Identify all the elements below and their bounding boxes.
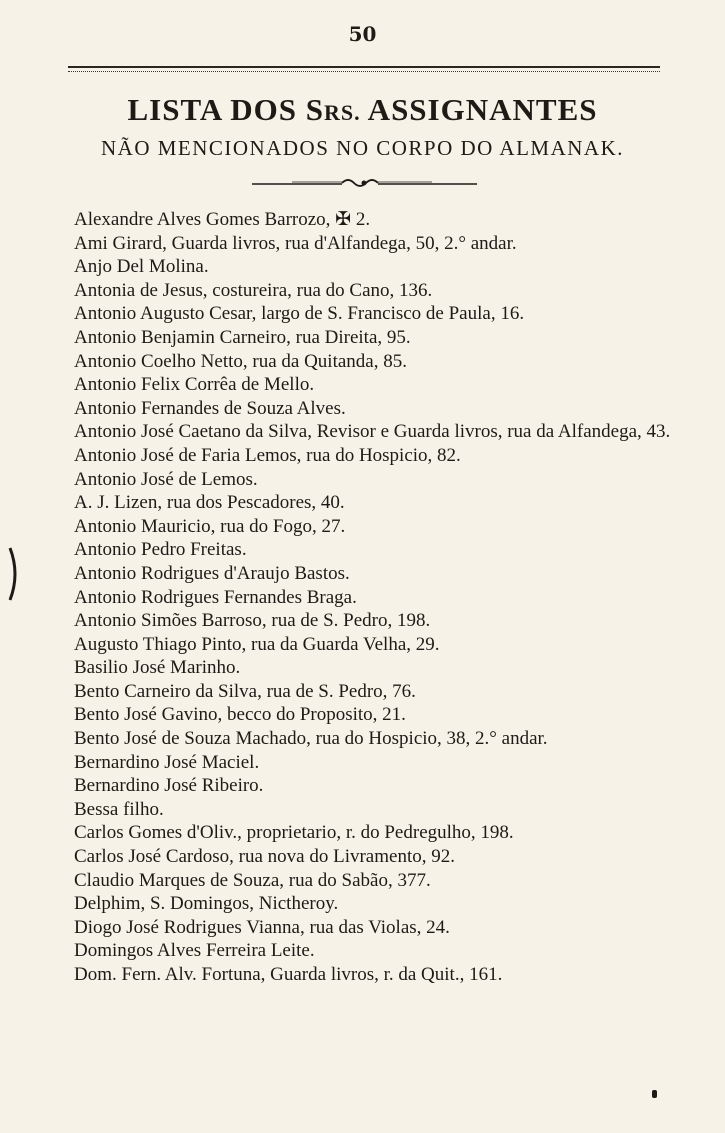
subscriber-entry: Antonio Rodrigues d'Araujo Bastos.: [74, 562, 350, 584]
header-rule-dotted: [68, 71, 660, 72]
list-subtitle: NÃO MENCIONADOS NO CORPO DO ALMANAK.: [100, 136, 625, 160]
subscriber-entry: Antonio José de Faria Lemos, rua do Hospicio, 82.: [74, 444, 461, 466]
subscriber-entry: Dom. Fern. Alv. Fortuna, Guarda livros, r. da Quit., 161.: [74, 964, 503, 985]
subscriber-entry: Antonio Simões Barroso, rua de S. Pedro, 198.: [74, 610, 431, 632]
subscriber-entry: A. J. Lizen, rua dos Pescadores, 40.: [74, 492, 345, 514]
subscriber-entry: Bento Carneiro da Silva, rua de S. Pedro, 76.: [74, 680, 416, 702]
title-part-2: RS.: [324, 100, 361, 125]
subscriber-entry: Antonia de Jesus, costureira, rua do Cano, 136.: [74, 279, 433, 301]
subscriber-entry: Antonio José Caetano da Silva, Revisor e Guarda livros, rua da Alfandega, 43.: [74, 421, 671, 443]
ink-dot-mark: [652, 1090, 657, 1098]
page-number: 50: [348, 22, 377, 46]
subscriber-entry: Bento José Gavino, becco do Proposito, 21.: [74, 704, 406, 726]
subscriber-entry: Antonio Rodrigues Fernandes Braga.: [74, 586, 357, 608]
subscriber-entry: Antonio José de Lemos.: [74, 468, 258, 490]
subscriber-entry: Antonio Fernandes de Souza Alves.: [74, 397, 346, 419]
subscriber-entry: Augusto Thiago Pinto, rua da Guarda Velha, 29.: [74, 633, 440, 655]
subscriber-list: [74, 208, 674, 987]
subscriber-entry: Basilio José Marinho.: [74, 657, 241, 679]
subscriber-entry: Domingos Alves Ferreira Leite.: [74, 940, 315, 962]
subscriber-entry: Antonio Coelho Netto, rua da Quitanda, 85.: [74, 350, 407, 372]
subscriber-entry: Bernardino José Maciel.: [74, 751, 260, 773]
subscriber-entry: Antonio Augusto Cesar, largo de S. Francisco de Paula, 16.: [74, 303, 525, 325]
subscriber-entry: Antonio Felix Corrêa de Mello.: [74, 374, 315, 396]
subscriber-entry: Bessa filho.: [74, 798, 164, 820]
subscriber-entry: Antonio Benjamin Carneiro, rua Direita, 95.: [74, 326, 411, 348]
subscriber-entry: Bernardino José Ribeiro.: [74, 775, 264, 797]
subscriber-entry: Carlos José Cardoso, rua nova do Livramento, 92.: [74, 846, 455, 868]
header-rule: [68, 66, 660, 68]
title-part-1: LISTA DOS S: [127, 92, 325, 127]
subscriber-entry: Delphim, S. Domingos, Nictheroy.: [74, 893, 339, 915]
subscriber-entry: Antonio Pedro Freitas.: [74, 539, 247, 561]
subscriber-entry: Antonio Mauricio, rua do Fogo, 27.: [74, 515, 346, 537]
subscriber-entry: Ami Girard, Guarda livros, rua d'Alfandega, 50, 2.° andar.: [74, 232, 517, 254]
subscriber-entry: Carlos Gomes d'Oliv., proprietario, r. do Pedregulho, 198.: [74, 822, 514, 844]
subscriber-entry: Claudio Marques de Souza, rua do Sabão, 377.: [74, 869, 431, 891]
ornament-divider-icon: [252, 176, 477, 190]
list-title: [0, 92, 725, 128]
subscriber-entry: Bento José de Souza Machado, rua do Hospicio, 38, 2.° andar.: [74, 728, 548, 750]
margin-bracket-mark: [8, 546, 20, 602]
subscriber-entry: Alexandre Alves Gomes Barrozo, ✠ 2.: [74, 209, 371, 230]
title-part-3: ASSIGNANTES: [360, 92, 598, 127]
subscriber-entry: Diogo José Rodrigues Vianna, rua das Violas, 24.: [74, 916, 450, 938]
subscriber-entry: Anjo Del Molina.: [74, 256, 209, 278]
